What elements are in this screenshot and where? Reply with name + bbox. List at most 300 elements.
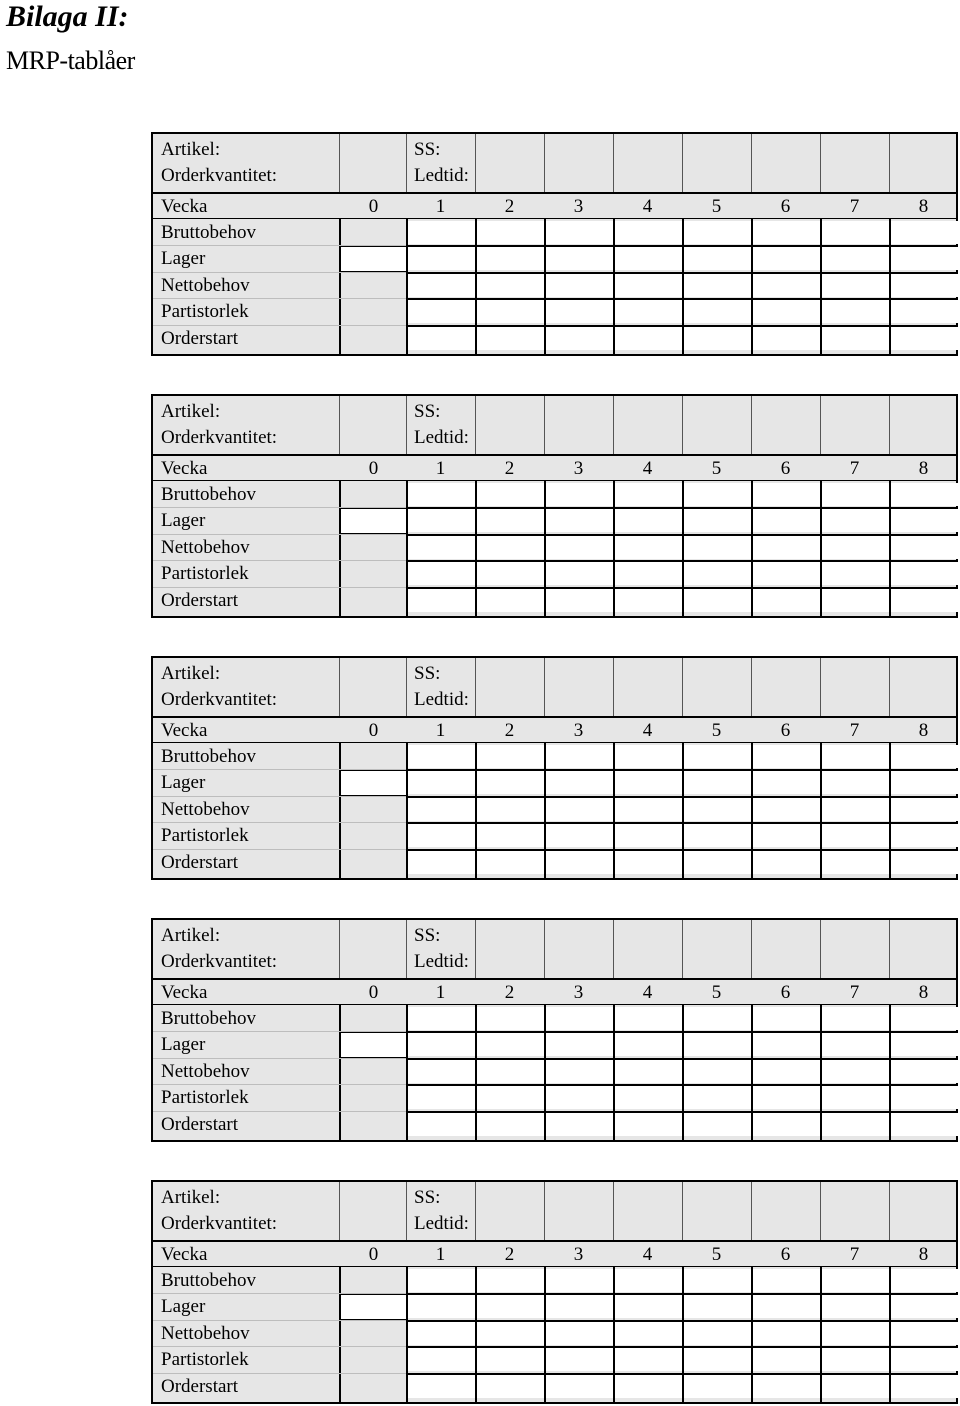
entry-cell[interactable]: [684, 562, 751, 585]
entry-cell[interactable]: [546, 1113, 613, 1136]
entry-cell[interactable]: [753, 300, 820, 323]
week-label: Vecka: [161, 720, 208, 741]
lager-week0-cell[interactable]: [339, 508, 406, 534]
week-number: 6: [780, 196, 791, 217]
entry-cell[interactable]: [891, 1060, 958, 1083]
entry-cell[interactable]: [753, 1269, 820, 1292]
entry-cell[interactable]: [753, 1060, 820, 1083]
entry-cell[interactable]: [822, 1007, 889, 1030]
entry-cell[interactable]: [477, 1033, 544, 1056]
entry-cell[interactable]: [753, 247, 820, 270]
entry-cell[interactable]: [891, 798, 958, 821]
entry-cell[interactable]: [684, 771, 751, 794]
week-number: 3: [573, 982, 584, 1003]
entry-cell[interactable]: [891, 1375, 958, 1398]
grid-line: [682, 743, 684, 878]
entry-cell[interactable]: [546, 483, 613, 506]
entry-cell[interactable]: [408, 1060, 475, 1083]
entry-cell[interactable]: [615, 771, 682, 794]
entry-cell[interactable]: [408, 1033, 475, 1056]
grid-line: [406, 849, 956, 851]
grid-line: [406, 1111, 956, 1113]
grid-line: [820, 1267, 822, 1402]
entry-cell[interactable]: [477, 247, 544, 270]
entry-cell[interactable]: [822, 300, 889, 323]
orderkvantitet-label: Orderkvantitet:: [161, 427, 278, 448]
entry-cell[interactable]: [546, 327, 613, 350]
entry-cell[interactable]: [684, 1375, 751, 1398]
entry-cell[interactable]: [546, 221, 613, 244]
lager-week0-cell[interactable]: [339, 246, 406, 272]
entry-cell[interactable]: [753, 327, 820, 350]
grid-line: [820, 743, 822, 878]
entry-cell[interactable]: [477, 327, 544, 350]
grid-line: [751, 219, 753, 354]
week-number: 2: [504, 458, 515, 479]
entry-cell[interactable]: [408, 851, 475, 874]
entry-cell[interactable]: [546, 1348, 613, 1371]
entry-cell[interactable]: [684, 745, 751, 768]
artikel-label: Artikel:: [161, 663, 221, 684]
divider: [153, 742, 956, 743]
ss-label: SS:: [414, 139, 441, 160]
ss-label: SS:: [414, 663, 441, 684]
entry-cell[interactable]: [477, 483, 544, 506]
week-number: 6: [780, 982, 791, 1003]
entry-cell[interactable]: [546, 1322, 613, 1345]
entry-cell[interactable]: [822, 509, 889, 532]
entry-cell[interactable]: [546, 771, 613, 794]
row-separator: [153, 769, 406, 770]
orderkvantitet-label: Orderkvantitet:: [161, 165, 278, 186]
column-guide: [406, 920, 407, 978]
week-number: 0: [368, 720, 379, 741]
week-number: 3: [573, 196, 584, 217]
entry-cell[interactable]: [408, 1007, 475, 1030]
grid-line: [406, 1031, 956, 1033]
week-number: 5: [711, 458, 722, 479]
entry-cell[interactable]: [615, 1033, 682, 1056]
row-label-nettobehov: Nettobehov: [161, 1061, 250, 1082]
entry-cell[interactable]: [684, 536, 751, 559]
entry-cell[interactable]: [684, 1033, 751, 1056]
entry-cell[interactable]: [891, 1086, 958, 1109]
page-subheading: MRP-tablåer: [6, 46, 135, 75]
row-label-partistorlek: Partistorlek: [161, 1349, 249, 1370]
entry-cell[interactable]: [477, 1375, 544, 1398]
entry-cell[interactable]: [408, 589, 475, 612]
entry-cell[interactable]: [546, 824, 613, 847]
entry-cell[interactable]: [477, 562, 544, 585]
column-guide: [820, 396, 821, 454]
entry-cell[interactable]: [891, 221, 958, 244]
entry-cell[interactable]: [477, 509, 544, 532]
entry-cell[interactable]: [891, 1269, 958, 1292]
entry-cell[interactable]: [546, 1033, 613, 1056]
entry-cell[interactable]: [753, 221, 820, 244]
entry-cell[interactable]: [477, 745, 544, 768]
entry-cell[interactable]: [477, 1086, 544, 1109]
entry-cell[interactable]: [546, 536, 613, 559]
grid-line: [889, 1005, 891, 1140]
entry-cell[interactable]: [891, 1113, 958, 1136]
row-label-nettobehov: Nettobehov: [161, 799, 250, 820]
entry-cell[interactable]: [684, 1086, 751, 1109]
entry-cell[interactable]: [615, 247, 682, 270]
entry-cell[interactable]: [891, 1033, 958, 1056]
entry-cell[interactable]: [546, 300, 613, 323]
ledtid-label: Ledtid:: [414, 1213, 469, 1234]
orderkvantitet-label: Orderkvantitet:: [161, 951, 278, 972]
page-heading: Bilaga II:: [6, 0, 129, 33]
entry-cell[interactable]: [615, 1060, 682, 1083]
entry-cell[interactable]: [684, 300, 751, 323]
week-number: 1: [435, 982, 446, 1003]
entry-cell[interactable]: [615, 851, 682, 874]
grid-line: [544, 743, 546, 878]
week-number: 7: [849, 196, 860, 217]
grid-line: [406, 1373, 956, 1375]
entry-cell[interactable]: [546, 1060, 613, 1083]
entry-cell[interactable]: [615, 536, 682, 559]
entry-cell[interactable]: [822, 221, 889, 244]
row-separator: [153, 1031, 406, 1032]
column-guide: [889, 920, 890, 978]
entry-cell[interactable]: [684, 1269, 751, 1292]
entry-cell[interactable]: [891, 824, 958, 847]
entry-cell[interactable]: [408, 1086, 475, 1109]
entry-cell[interactable]: [546, 247, 613, 270]
row-separator: [153, 822, 406, 823]
entry-cell[interactable]: [546, 745, 613, 768]
artikel-label: Artikel:: [161, 1187, 221, 1208]
grid-line: [406, 481, 408, 616]
entry-cell[interactable]: [822, 536, 889, 559]
entry-cell[interactable]: [615, 589, 682, 612]
column-guide: [406, 396, 407, 454]
entry-cell[interactable]: [891, 851, 958, 874]
column-guide: [339, 396, 340, 454]
entry-cell[interactable]: [546, 798, 613, 821]
entry-cell[interactable]: [615, 1322, 682, 1345]
entry-cell[interactable]: [891, 300, 958, 323]
week-number: 2: [504, 982, 515, 1003]
column-guide: [613, 920, 614, 978]
entry-cell[interactable]: [477, 221, 544, 244]
week-number: 2: [504, 196, 515, 217]
entry-cell[interactable]: [822, 562, 889, 585]
column-guide: [682, 134, 683, 192]
entry-cell[interactable]: [408, 745, 475, 768]
entry-cell[interactable]: [615, 509, 682, 532]
entry-cell[interactable]: [822, 247, 889, 270]
column-guide: [889, 134, 890, 192]
entry-cell[interactable]: [546, 1295, 613, 1318]
row-separator: [153, 1084, 406, 1085]
week-number: 7: [849, 458, 860, 479]
entry-cell[interactable]: [408, 536, 475, 559]
entry-cell[interactable]: [546, 1086, 613, 1109]
week-number: 1: [435, 458, 446, 479]
row-separator: [153, 1373, 406, 1374]
grid-line: [475, 743, 477, 878]
entry-cell[interactable]: [753, 824, 820, 847]
entry-cell[interactable]: [753, 589, 820, 612]
mrp-table: [151, 1180, 958, 1404]
column-guide: [889, 658, 890, 716]
entry-cell[interactable]: [753, 1007, 820, 1030]
week-number: 4: [642, 196, 653, 217]
entry-cell[interactable]: [408, 1295, 475, 1318]
column-guide: [406, 134, 407, 192]
entry-cell[interactable]: [615, 745, 682, 768]
entry-cell[interactable]: [822, 483, 889, 506]
entry-cell[interactable]: [891, 1007, 958, 1030]
column-guide: [613, 134, 614, 192]
ss-label: SS:: [414, 401, 441, 422]
entry-cell[interactable]: [891, 771, 958, 794]
entry-cell[interactable]: [408, 1375, 475, 1398]
entry-cell[interactable]: [891, 327, 958, 350]
lager-week0-cell[interactable]: [339, 1032, 406, 1058]
entry-cell[interactable]: [753, 851, 820, 874]
entry-cell[interactable]: [408, 483, 475, 506]
grid-line: [339, 1005, 341, 1140]
column-guide: [339, 658, 340, 716]
entry-cell[interactable]: [822, 327, 889, 350]
entry-cell[interactable]: [891, 1348, 958, 1371]
entry-cell[interactable]: [822, 1113, 889, 1136]
grid-line: [682, 1005, 684, 1140]
entry-cell[interactable]: [684, 1060, 751, 1083]
ledtid-label: Ledtid:: [414, 951, 469, 972]
entry-cell[interactable]: [615, 1348, 682, 1371]
entry-cell[interactable]: [408, 771, 475, 794]
grid-line: [406, 272, 956, 274]
entry-cell[interactable]: [684, 247, 751, 270]
column-guide: [339, 134, 340, 192]
lager-week0-cell[interactable]: [339, 1294, 406, 1320]
entry-cell[interactable]: [408, 1322, 475, 1345]
entry-cell[interactable]: [477, 851, 544, 874]
entry-cell[interactable]: [615, 798, 682, 821]
entry-cell[interactable]: [891, 1322, 958, 1345]
entry-cell[interactable]: [684, 824, 751, 847]
entry-cell[interactable]: [615, 1007, 682, 1030]
entry-cell[interactable]: [477, 300, 544, 323]
grid-line: [820, 1005, 822, 1140]
entry-cell[interactable]: [615, 327, 682, 350]
entry-cell[interactable]: [408, 1113, 475, 1136]
entry-cell[interactable]: [615, 1269, 682, 1292]
entry-cell[interactable]: [753, 1375, 820, 1398]
entry-cell[interactable]: [684, 327, 751, 350]
entry-cell[interactable]: [615, 483, 682, 506]
entry-cell[interactable]: [891, 483, 958, 506]
entry-cell[interactable]: [822, 274, 889, 297]
week-number: 0: [368, 458, 379, 479]
lager-week0-cell[interactable]: [339, 770, 406, 796]
entry-cell[interactable]: [408, 1269, 475, 1292]
entry-cell[interactable]: [684, 509, 751, 532]
entry-cell[interactable]: [684, 589, 751, 612]
entry-cell[interactable]: [615, 1375, 682, 1398]
entry-cell[interactable]: [822, 771, 889, 794]
entry-cell[interactable]: [615, 1113, 682, 1136]
entry-cell[interactable]: [822, 851, 889, 874]
entry-cell[interactable]: [753, 274, 820, 297]
entry-cell[interactable]: [408, 327, 475, 350]
row-label-nettobehov: Nettobehov: [161, 1323, 250, 1344]
entry-cell[interactable]: [891, 274, 958, 297]
week-number: 8: [918, 1244, 929, 1265]
entry-cell[interactable]: [615, 1086, 682, 1109]
entry-cell[interactable]: [684, 1322, 751, 1345]
entry-cell[interactable]: [753, 1322, 820, 1345]
entry-cell[interactable]: [753, 771, 820, 794]
entry-cell[interactable]: [477, 824, 544, 847]
entry-cell[interactable]: [615, 1295, 682, 1318]
grid-line: [544, 1005, 546, 1140]
entry-cell[interactable]: [753, 536, 820, 559]
entry-cell[interactable]: [477, 1295, 544, 1318]
entry-cell[interactable]: [477, 1269, 544, 1292]
grid-line: [406, 298, 956, 300]
grid-line: [406, 1005, 408, 1140]
week-number: 2: [504, 720, 515, 741]
entry-cell[interactable]: [615, 562, 682, 585]
entry-cell[interactable]: [684, 1295, 751, 1318]
column-guide: [406, 658, 407, 716]
entry-cell[interactable]: [822, 1269, 889, 1292]
entry-cell[interactable]: [546, 562, 613, 585]
entry-cell[interactable]: [891, 745, 958, 768]
entry-cell[interactable]: [891, 1295, 958, 1318]
entry-cell[interactable]: [615, 300, 682, 323]
row-label-lager: Lager: [161, 1296, 206, 1317]
week-number: 4: [642, 1244, 653, 1265]
week-number: 3: [573, 1244, 584, 1265]
entry-cell[interactable]: [546, 1269, 613, 1292]
entry-cell[interactable]: [891, 509, 958, 532]
entry-cell[interactable]: [477, 589, 544, 612]
entry-cell[interactable]: [822, 1295, 889, 1318]
entry-cell[interactable]: [753, 1086, 820, 1109]
entry-cell[interactable]: [684, 221, 751, 244]
entry-cell[interactable]: [753, 483, 820, 506]
entry-cell[interactable]: [753, 798, 820, 821]
entry-cell[interactable]: [615, 274, 682, 297]
entry-cell[interactable]: [822, 824, 889, 847]
entry-cell[interactable]: [546, 509, 613, 532]
entry-cell[interactable]: [477, 1113, 544, 1136]
row-label-bruttobehov: Bruttobehov: [161, 746, 256, 767]
entry-cell[interactable]: [408, 247, 475, 270]
entry-cell[interactable]: [822, 1375, 889, 1398]
row-separator: [153, 272, 406, 273]
entry-cell[interactable]: [408, 798, 475, 821]
entry-cell[interactable]: [684, 1007, 751, 1030]
entry-cell[interactable]: [822, 1348, 889, 1371]
entry-cell[interactable]: [753, 1295, 820, 1318]
entry-cell[interactable]: [753, 509, 820, 532]
entry-cell[interactable]: [546, 851, 613, 874]
entry-cell[interactable]: [684, 1113, 751, 1136]
row-label-bruttobehov: Bruttobehov: [161, 222, 256, 243]
entry-cell[interactable]: [477, 798, 544, 821]
row-label-bruttobehov: Bruttobehov: [161, 1270, 256, 1291]
entry-cell[interactable]: [615, 824, 682, 847]
entry-cell[interactable]: [546, 1375, 613, 1398]
entry-cell[interactable]: [408, 221, 475, 244]
entry-cell[interactable]: [822, 1033, 889, 1056]
entry-cell[interactable]: [753, 1033, 820, 1056]
entry-cell[interactable]: [822, 798, 889, 821]
entry-cell[interactable]: [753, 745, 820, 768]
entry-cell[interactable]: [891, 562, 958, 585]
grid-line: [613, 1005, 615, 1140]
column-guide: [544, 134, 545, 192]
entry-cell[interactable]: [477, 1060, 544, 1083]
entry-cell[interactable]: [477, 536, 544, 559]
entry-cell[interactable]: [477, 1348, 544, 1371]
mrp-table: [151, 656, 958, 880]
entry-cell[interactable]: [408, 509, 475, 532]
entry-cell[interactable]: [615, 221, 682, 244]
entry-cell[interactable]: [684, 851, 751, 874]
entry-cell[interactable]: [546, 1007, 613, 1030]
entry-cell[interactable]: [753, 1113, 820, 1136]
entry-cell[interactable]: [408, 562, 475, 585]
grid-line: [406, 1267, 408, 1402]
entry-cell[interactable]: [822, 1086, 889, 1109]
row-separator: [153, 1320, 406, 1321]
entry-cell[interactable]: [684, 798, 751, 821]
entry-cell[interactable]: [546, 589, 613, 612]
entry-cell[interactable]: [546, 274, 613, 297]
row-separator: [153, 1293, 406, 1294]
entry-cell[interactable]: [753, 562, 820, 585]
row-label-orderstart: Orderstart: [161, 590, 239, 611]
entry-cell[interactable]: [822, 1322, 889, 1345]
entry-cell[interactable]: [822, 1060, 889, 1083]
row-separator: [153, 849, 406, 850]
entry-cell[interactable]: [477, 1007, 544, 1030]
entry-cell[interactable]: [477, 1322, 544, 1345]
grid-line: [406, 1058, 956, 1060]
entry-cell[interactable]: [822, 589, 889, 612]
entry-cell[interactable]: [684, 483, 751, 506]
entry-cell[interactable]: [684, 274, 751, 297]
entry-cell[interactable]: [408, 1348, 475, 1371]
entry-cell[interactable]: [753, 1348, 820, 1371]
entry-cell[interactable]: [684, 1348, 751, 1371]
entry-cell[interactable]: [891, 589, 958, 612]
entry-cell[interactable]: [408, 300, 475, 323]
entry-cell[interactable]: [477, 771, 544, 794]
entry-cell[interactable]: [891, 536, 958, 559]
grid-line: [406, 796, 956, 798]
row-label-lager: Lager: [161, 1034, 206, 1055]
entry-cell[interactable]: [891, 247, 958, 270]
divider: [153, 218, 956, 219]
column-guide: [820, 134, 821, 192]
row-label-lager: Lager: [161, 248, 206, 269]
entry-cell[interactable]: [477, 274, 544, 297]
entry-cell[interactable]: [408, 824, 475, 847]
entry-cell[interactable]: [408, 274, 475, 297]
entry-cell[interactable]: [822, 745, 889, 768]
